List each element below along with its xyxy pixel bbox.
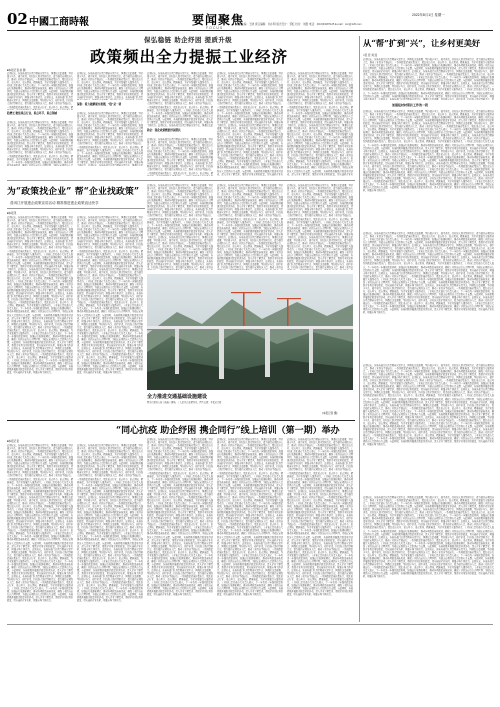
lead-cont-col-5: 近期以来，各地各部门认真贯彻落实党中央、国务院决策部署，坚持稳字当头、稳中求进，持续加大助企纾困力度，着力稳住宏观经济大盘，推动工业经济平稳运行。一系列政策措施密集出台，聚焦重点行业、重点环节、重点领域，精准施策，为企业发展注入强劲动力。工业和信息化部有关负责人表示，下一步将进一步强化政策协同，加强运行监测和调度，推动各项政策落地见效，确保工业经济运行在合理区间，为稳定宏观经济大盘提供有力支撑。与此同时，各地积极开展惠企政策宣讲活动，深入企业了解需求，帮助企业用足用好政策，切实减轻企业负担，增强市场主体活力。近期以来，各地各部门认真贯彻落实党中央、国务院决策部署，坚持稳字当头、稳中求进，持续加大助企纾困力度，着力稳住宏观经济大盘，推动工业经济平稳运行。一系列政策措施密集出台，聚焦重点行业、重点环节、重点领域，精准施策，为企业发展注入强劲动力。工业和信息化部有关负责人表示，下一步将进一步强化政策协同，加强运行监测和调度，推动各项政策落地见效，确保工业经济运行在合理区间，为稳定宏观经济大盘提供有力支撑。与此同时，各地积极开展惠企政策宣讲活动，深入企业了解需求，帮助企业用足用好政策，切实减轻企业负担，增强市场主体活力。近期以来，各地各部门认真贯彻落实党中央、国务院决策部署，坚持稳字当头、稳中求进，持续加大助企纾困力度，着力稳住宏观经济大盘，推动工业经济平稳运行。一系列政策措施密集出台，聚焦重点行业、重点环节、重点领域，精准施策，为企业发展注入强劲动力。工业和信息化部有关负责人表示，下一步将进一步强化政策协同，加强运行监测和调度，推动各项政策落地见效，确保工业经济运行在合理区间，为稳定宏观经济大盘提供有力支撑。与此同时，各地积极开展惠企政策宣讲活动，深入企业了解需求，帮助企业用足用好政策，切实减轻企业负担，增强市场主体活力。近期以来，各地各部门认真贯彻落实党中央、国务院决策部署，坚持稳字当头、稳中求进，持续加大助企纾困力度，着力稳住宏观经济大盘，推动工业经济 xyxy=(287,184,353,270)
lead-byline: ■本报记者 赵 静 xyxy=(7,69,26,72)
masthead-rule xyxy=(7,30,493,31)
bottom-col-4: 近期以来，各地各部门认真贯彻落实党中央、国务院决策部署，坚持稳字当头、稳中求进，持续加大助企纾困力度，着力稳住宏观经济大盘，推动工业经济平稳运行。一系列政策措施密集出台，聚焦重点行业、重点环节、重点领域，精准施策，为企业发展注入强劲动力。工业和信息化部有关负责人表示，下一步将进一步强化政策协同，加强运行监测和调度，推动各项政策落地见效，确保工业经济运行在合理区间，为稳定宏观经济大盘提供有力支撑。与此同时，各地积极开展惠企政策宣讲活动，深入企业了解需求，帮助企业用足用好政策，切实减轻企业负担，增强市场主体活力。近期以来，各地各部门认真贯彻落实党中央、国务院决策部署，坚持稳字当头、稳中求进，持续加大助企纾困力度，着力稳住宏观经济大盘，推动工业经济平稳运行。一系列政策措施密集出台，聚焦重点行业、重点环节、重点领域，精准施策，为企业发展注入强劲动力。工业和信息化部有关负责人表示，下一步将进一步强化政策协同，加强运行监测和调度，推动各项政策落地见效，确保工业经济运行在合理区间，为稳定宏观经济大盘提供有力支撑。与此同时，各地积极开展惠企政策宣讲活动，深入企业了解需求，帮助企业用足用好政策，切实减轻企业负担，增强市场主体活力。近期以来，各地各部门认真贯彻落实党中央、国务院决策部署，坚持稳字当头、稳中求进，持续加大助企纾困力度，着力稳住宏观经济大盘，推动工业经济平稳运行。一系列政策措施密集出台，聚焦重点行业、重点环节、重点领域，精准施策，为企业发展注入强劲动力。工业和信息化部有关负责人表示，下一步将进一步强化政策协同，加强运行监测和调度，推动各项政策落地见效，确保工业经济运行在合理区间，为稳定宏观经济大盘提供有力支撑。与此同时，各地积极开展惠企政策宣讲活动，深入企业了解需求，帮助企业用足用好政策，切实减轻企业负担，增强市场主体活力。近期以来，各地各部门认真贯彻落实党中央、国务院决策部署，坚持稳字当头、稳中求进，持续加大助企纾困力度，着力稳住宏观经济大盘，推动工业经济平稳运行。一系列政策措施密集出台，聚焦重点行业、重点环节、重点领域，精准施策，为企业发展注入强劲动力。工业和信息化部有关负责人表示，下一步将进一步强化政策协同，加强运行监测和调度，推动各项政策落地见效，确保工业经济运行在合理区间，为稳定宏观经济大盘提供有力支撑。与此同时，各地积极开展惠企政策宣讲活动，深入企业了解需求，帮助企业用足用好政策，切实减轻企业负担，增强市场主体活力。近期以来，各地各部门认真贯彻落实党中央、国务院决策部署，坚持稳字当头、稳中求进，持续加大助企纾困力度，着力稳住宏观经济大盘，推动工业经济平稳运行。一系列政策措施密集出台，聚焦重点行业、重点环节、重点领域，精准施策，为企业发展注入强劲动力。工业和信息化部有关负责人表示，下一步将进一步强化政策协同，加强运行监测和调度，推动各项政策落地见效，确保工业经济运行在合理区间，为稳定宏观经济大盘提供有力支撑。与此同时，各地积极开展惠企政策宣讲活动，深入企业了解需求，帮助企业用足用好政策，切实减轻企业负担，增强市场主体活力。近期以来，各地各部门认真贯彻落实党中央、国务院决策部署，坚持稳字当头、稳中求进，持续加大助企纾困力度，着力稳住宏观经济大盘，推动工业经济平稳运行。一系列政策措施密集出台，聚焦重点行业、重点环节、重点领域，精准施策，为企业发展注入强劲动力。工业和信息化部有关负责人表示，下一步将进一步强化政策协同，加强运行监测和调度，推动各项政策落地见效，确保工业经济运行在合理区间，为稳定宏观经济大盘提供有力支撑。与此同时，各地积极开展惠企政策宣讲活动，深入企业了解需求，帮助企业用足用好政策，切实减轻企业负担，增强市场主体活力。 xyxy=(217,438,283,597)
news-photo xyxy=(147,274,353,390)
second-col-2: 近期以来，各地各部门认真贯彻落实党中央、国务院决策部署，坚持稳字当头、稳中求进，持续加大助企纾困力度，着力稳住宏观经济大盘，推动工业经济平稳运行。一系列政策措施密集出台，聚焦重点行业、重点环节、重点领域，精准施策，为企业发展注入强劲动力。工业和信息化部有关负责人表示，下一步将进一步强化政策协同，加强运行监测和调度，推动各项政策落地见效，确保工业经济运行在合理区间，为稳定宏观经济大盘提供有力支撑。与此同时，各地积极开展惠企政策宣讲活动，深入企业了解需求，帮助企业用足用好政策，切实减轻企业负担，增强市场主体活力。近期以来，各地各部门认真贯彻落实党中央、国务院决策部署，坚持稳字当头、稳中求进，持续加大助企纾困力度，着力稳住宏观经济大盘，推动工业经济平稳运行。一系列政策措施密集出台，聚焦重点行业、重点环节、重点领域，精准施策，为企业发展注入强劲动力。工业和信息化部有关负责人表示，下一步将进一步强化政策协同，加强运行监测和调度，推动各项政策落地见效，确保工业经济运行在合理区间，为稳定宏观经济大盘提供有力支撑。与此同时，各地积极开展惠企政策宣讲活动，深入企业了解需求，帮助企业用足用好政策，切实减轻企业负担，增强市场主体活力。近期以来，各地各部门认真贯彻落实党中央、国务院决策部署，坚持稳字当头、稳中求进，持续加大助企纾困力度，着力稳住宏观经济大盘，推动工业经济平稳运行。一系列政策措施密集出台，聚焦重点行业、重点环节、重点领域，精准施策，为企业发展注入强劲动力。工业和信息化部有关负责人表示，下一步将进一步强化政策协同，加强运行监测和调度，推动各项政策落地见效，确保工业经济运行在合理区间，为稳定宏观经济大盘提供有力支撑。与此同时，各地积极开展惠企政策宣讲活动，深入企业了解需求，帮助企业用足用好政策，切实减轻企业负担，增强市场主体活力。近期以来，各地各部门认真贯彻落实党中央、国务院决策部署，坚持稳字当头、稳中求进，持续加大助企纾困力度，着力稳住宏观经济大盘，推动工业经济平稳运行。一系列政策措施密集出台，聚焦重点行业、重点环节、重点领域，精准施策，为企业发展注入强劲动力。工业和信息化部有关负责人表示，下一步将进一步强化政策协同，加强运行监测和调度，推动各项政策落地见效，确保工业经济运行在合理区间，为稳定宏观经济大盘提供有力支撑。与此同时，各地积极开展惠企政策宣讲活动，深入企业了解需求，帮助企业用足用好政策，切实减轻企业负担，增强市场主体活力。近期以来，各地各部门认真贯彻落实党中央、国务院决策部署，坚持稳字当头、稳中求进，持续加大助企纾困力度，着力稳住宏观经济大盘，推动工业经济平稳运行。一系列政策措施密集出台，聚焦重点行业、重点环节、重点领域，精准施策，为企业发展注入强劲动力。工业和信息化部有关负责人表示，下一步将进一步强化政策协同，加强运行监测和调度，推动各项政策落地见效，确保工业经济运行在合理区间，为稳定宏观经济大盘提供有力支撑。与此同时，各地积极开展惠企政策宣讲活动，深入企业了解需求，帮助企业用足用好政策，切实减轻企业负担，增强市场主体活力。近期以来，各地各部门认真贯彻落实党中央、国务院决策部署，坚持稳字当头、稳中求进，持续加大助企纾困力度，着力稳住宏观经济大盘，推动工业经济平稳运行。一系列政策措施密集出台，聚焦重点行业、重点环节、重点领域，精准施策，为企业发展注入强劲动力。工业和信息化部有关负责人表示，下一步将进一步强化政策协同，加强运行监测和调度，推动各项政策落地见效，确保工业经济运行在合理区间，为稳定宏观经济大盘提供有力支撑。与此同时，各地积极开展惠企政策宣讲活动，深入企业了解需求，帮助企业用足用好政策，切实减轻企业负担，增强市场主体活力。 xyxy=(77,216,143,375)
sidebar-byline: □张 佳 刘 瑶 xyxy=(363,54,378,57)
lead-subhead-3: 助企：强化政策精准纾困帮扶 xyxy=(147,129,181,132)
bottom-col-2: 近期以来，各地各部门认真贯彻落实党中央、国务院决策部署，坚持稳字当头、稳中求进，持续加大助企纾困力度，着力稳住宏观经济大盘，推动工业经济平稳运行。一系列政策措施密集出台，聚焦重点行业、重点环节、重点领域，精准施策，为企业发展注入强劲动力。工业和信息化部有关负责人表示，下一步将进一步强化政策协同，加强运行监测和调度，推动各项政策落地见效，确保工业经济运行在合理区间，为稳定宏观经济大盘提供有力支撑。与此同时，各地积极开展惠企政策宣讲活动，深入企业了解需求，帮助企业用足用好政策，切实减轻企业负担，增强市场主体活力。近期以来，各地各部门认真贯彻落实党中央、国务院决策部署，坚持稳字当头、稳中求进，持续加大助企纾困力度，着力稳住宏观经济大盘，推动工业经济平稳运行。一系列政策措施密集出台，聚焦重点行业、重点环节、重点领域，精准施策，为企业发展注入强劲动力。工业和信息化部有关负责人表示，下一步将进一步强化政策协同，加强运行监测和调度，推动各项政策落地见效，确保工业经济运行在合理区间，为稳定宏观经济大盘提供有力支撑。与此同时，各地积极开展惠企政策宣讲活动，深入企业了解需求，帮助企业用足用好政策，切实减轻企业负担，增强市场主体活力。近期以来，各地各部门认真贯彻落实党中央、国务院决策部署，坚持稳字当头、稳中求进，持续加大助企纾困力度，着力稳住宏观经济大盘，推动工业经济平稳运行。一系列政策措施密集出台，聚焦重点行业、重点环节、重点领域，精准施策，为企业发展注入强劲动力。工业和信息化部有关负责人表示，下一步将进一步强化政策协同，加强运行监测和调度，推动各项政策落地见效，确保工业经济运行在合理区间，为稳定宏观经济大盘提供有力支撑。与此同时，各地积极开展惠企政策宣讲活动，深入企业了解需求，帮助企业用足用好政策，切实减轻企业负担，增强市场主体活力。近期以来，各地各部门认真贯彻落实党中央、国务院决策部署，坚持稳字当头、稳中求进，持续加大助企纾困力度，着力稳住宏观经济大盘，推动工业经济平稳运行。一系列政策措施密集出台，聚焦重点行业、重点环节、重点领域，精准施策，为企业发展注入强劲动力。工业和信息化部有关负责人表示，下一步将进一步强化政策协同，加强运行监测和调度，推动各项政策落地见效，确保工业经济运行在合理区间，为稳定宏观经济大盘提供有力支撑。与此同时，各地积极开展惠企政策宣讲活动，深入企业了解需求，帮助企业用足用好政策，切实减轻企业负担，增强市场主体活力。近期以来，各地各部门认真贯彻落实党中央、国务院决策部署，坚持稳字当头、稳中求进，持续加大助企纾困力度，着力稳住宏观经济大盘，推动工业经济平稳运行。一系列政策措施密集出台，聚焦重点行业、重点环节、重点领域，精准施策，为企业发展注入强劲动力。工业和信息化部有关负责人表示，下一步将进一步强化政策协同，加强运行监测和调度，推动各项政策落地见效，确保工业经济运行在合理区间，为稳定宏观经济大盘提供有力支撑。与此同时，各地积极开展惠企政策宣讲活动，深入企业了解需求，帮助企业用足用好政策，切实减轻企业负担，增强市场主体活力。近期以来，各地各部门认真贯彻落实党中央、国务院决策部署，坚持稳字当头、稳中求进，持续加大助企纾困力度，着力稳住宏观经济大盘，推动工业经济平稳运行。一系列政策措施密集出台，聚焦重点行业、重点环节、重点领域，精准施策，为企业发展注入强劲动力。工业和信息化部有关负责人表示，下一步将进一步强化政策协同，加强运行监测和调度，推动各项政策落地见效，确保工业经济运行在合理区间，为稳定宏观经济大盘提供有力支撑。与此同时，各地积极开展惠企政策宣讲活动，深入企业了解需求，帮助企业用足用好政策，切实减轻企业负担，增强市场主体活力。 xyxy=(77,444,143,603)
bottom-col-3: 近期以来，各地各部门认真贯彻落实党中央、国务院决策部署，坚持稳字当头、稳中求进，持续加大助企纾困力度，着力稳住宏观经济大盘，推动工业经济平稳运行。一系列政策措施密集出台，聚焦重点行业、重点环节、重点领域，精准施策，为企业发展注入强劲动力。工业和信息化部有关负责人表示，下一步将进一步强化政策协同，加强运行监测和调度，推动各项政策落地见效，确保工业经济运行在合理区间，为稳定宏观经济大盘提供有力支撑。与此同时，各地积极开展惠企政策宣讲活动，深入企业了解需求，帮助企业用足用好政策，切实减轻企业负担，增强市场主体活力。近期以来，各地各部门认真贯彻落实党中央、国务院决策部署，坚持稳字当头、稳中求进，持续加大助企纾困力度，着力稳住宏观经济大盘，推动工业经济平稳运行。一系列政策措施密集出台，聚焦重点行业、重点环节、重点领域，精准施策，为企业发展注入强劲动力。工业和信息化部有关负责人表示，下一步将进一步强化政策协同，加强运行监测和调度，推动各项政策落地见效，确保工业经济运行在合理区间，为稳定宏观经济大盘提供有力支撑。与此同时，各地积极开展惠企政策宣讲活动，深入企业了解需求，帮助企业用足用好政策，切实减轻企业负担，增强市场主体活力。近期以来，各地各部门认真贯彻落实党中央、国务院决策部署，坚持稳字当头、稳中求进，持续加大助企纾困力度，着力稳住宏观经济大盘，推动工业经济平稳运行。一系列政策措施密集出台，聚焦重点行业、重点环节、重点领域，精准施策，为企业发展注入强劲动力。工业和信息化部有关负责人表示，下一步将进一步强化政策协同，加强运行监测和调度，推动各项政策落地见效，确保工业经济运行在合理区间，为稳定宏观经济大盘提供有力支撑。与此同时，各地积极开展惠企政策宣讲活动，深入企业了解需求，帮助企业用足用好政策，切实减轻企业负担，增强市场主体活力。近期以来，各地各部门认真贯彻落实党中央、国务院决策部署，坚持稳字当头、稳中求进，持续加大助企纾困力度，着力稳住宏观经济大盘，推动工业经济平稳运行。一系列政策措施密集出台，聚焦重点行业、重点环节、重点领域，精准施策，为企业发展注入强劲动力。工业和信息化部有关负责人表示，下一步将进一步强化政策协同，加强运行监测和调度，推动各项政策落地见效，确保工业经济运行在合理区间，为稳定宏观经济大盘提供有力支撑。与此同时，各地积极开展惠企政策宣讲活动，深入企业了解需求，帮助企业用足用好政策，切实减轻企业负担，增强市场主体活力。近期以来，各地各部门认真贯彻落实党中央、国务院决策部署，坚持稳字当头、稳中求进，持续加大助企纾困力度，着力稳住宏观经济大盘，推动工业经济平稳运行。一系列政策措施密集出台，聚焦重点行业、重点环节、重点领域，精准施策，为企业发展注入强劲动力。工业和信息化部有关负责人表示，下一步将进一步强化政策协同，加强运行监测和调度，推动各项政策落地见效，确保工业经济运行在合理区间，为稳定宏观经济大盘提供有力支撑。与此同时，各地积极开展惠企政策宣讲活动，深入企业了解需求，帮助企业用足用好政策，切实减轻企业负担，增强市场主体活力。近期以来，各地各部门认真贯彻落实党中央、国务院决策部署，坚持稳字当头、稳中求进，持续加大助企纾困力度，着力稳住宏观经济大盘，推动工业经济平稳运行。一系列政策措施密集出台，聚焦重点行业、重点环节、重点领域，精准施策，为企业发展注入强劲动力。工业和信息化部有关负责人表示，下一步将进一步强化政策协同，加强运行监测和调度，推动各项政策落地见效，确保工业经济运行在合理区间，为稳定宏观经济大盘提供有力支撑。与此同时，各地积极开展惠企政策宣讲活动，深入企业了解需求，帮助企业用足用好政策，切实减轻企业负担，增强市场主体活力。 xyxy=(147,438,213,597)
bottom-headline: “同心抗疫 助企纾困 携企同行”线上培训（第一期）举办 xyxy=(116,426,340,436)
lead-headline: 政策频出全力提振工业经济 xyxy=(90,47,289,66)
lead-column-1: 近期以来，各地各部门认真贯彻落实党中央、国务院决策部署，坚持稳字当头、稳中求进，持续加大助企纾困力度，着力稳住宏观经济大盘，推动工业经济平稳运行。一系列政策措施密集出台，聚焦重点行业、重点环节、重点领域，精准施策，为企业发展注入强劲动力。工业和信息化部有关负责人表示，下一步将进一步强化政策协同，加强运行监测和调度，推动各项政策落地见效，确保工业经济运行在合理区间，为稳定宏观经济大盘提供有力支撑。与此同时，各地积极开展惠企政策宣讲活动，深入企业了解需求，帮助企业用足用好政策，切实减轻企业负担，增强市场主体活力。近期以来，各地各部门认真贯彻落实党中央、国务院决策部署，坚持稳字当头、稳中求进，持续加大助企纾困力度，着力稳住宏观经济大盘，推动工业经济平稳运行。一系列政策措施密集出台，聚焦重点行业、重点环节、重点领域，精 xyxy=(7,72,73,109)
second-headline: 为“政策找企业” 帮“企业找政策” xyxy=(7,187,140,197)
date-line: 2022年8月1日 星期一 xyxy=(412,13,445,17)
sidebar-divider xyxy=(359,36,360,622)
sidebar-col-2: 近期以来，各地各部门认真贯彻落实党中央、国务院决策部署，坚持稳字当头、稳中求进，持续加大助企纾困力度，着力稳住宏观经济大盘，推动工业经济平稳运行。一系列政策措施密集出台，聚焦重点行业、重点环节、重点领域，精准施策，为企业发展注入强劲动力。工业和信息化部有关负责人表示，下一步将进一步强化政策协同，加强运行监测和调度，推动各项政策落地见效，确保工业经济运行在合理区间，为稳定宏观经济大盘提供有力支撑。与此同时，各地积极开展惠企政策宣讲活动，深入企业了解需求，帮助企业用足用好政策，切实减轻企业负担，增强市场主体活力。近期以来，各地各部门认真贯彻落实党中央、国务院决策部署，坚持稳字当头、稳中求进，持续加大助企纾困力度，着力稳住宏观经济大盘，推动工业经济平稳运行。一系列政策措施密集出台，聚焦重点行业、重点环节、重点领域，精准施策，为企业发展注入强劲动力。工业和信息化部有关负责人表示，下一步将进一步强化政策协同，加强运行监测和调度，推动各项政策落地见效，确保工业经济运行在合理区间，为稳定宏观经济大盘提供有力支撑。与此同时，各地积极开展惠企政策宣讲活动，深入企业了解需求，帮助企业用足用好政策，切实减轻企业负担，增强市场主体活力。近期以来，各地各部门认真贯彻落实党中央、国务院决策部署，坚持稳字当头、稳中求进，持续加大助企纾困力度，着力稳住宏观经济大盘，推动工业经济平稳运行。一系列政策措施密集出台，聚焦重点行业、重点环节、重点领域，精准施策，为企业发展注入强劲动力。工业和信息化部有关负责人表示，下一步将进一步强化政策协同，加强运行监测和调度，推动各项政策落地见效，确保工业经济运行在合理区间，为稳定宏观经济大盘提供有力支撑。与此同时，各地积极开展惠企政策宣讲活动，深入企业了解需求，帮助企业用足用好政策，切实减轻企业负担，增强市场主体活力。近期以来，各地各部门认真贯彻落实党中央、国务院决策部署，坚持稳字当头、稳中求进，持续加大助企纾困力度，着力稳住宏观经济大盘，推动工业经济平稳运行。一系列政策措施密集出台，聚焦重点行业、重点环节、重点领域，精准施策，为企业发展注入强劲动力。工业和信息化部有关负责人表示，下一步将进一步强化政策协同，加强运行监测和调度，推动各项政策落地见效，确保工业经济运行在合理区间，为稳定宏观经济大盘提供有力支撑。与此同时，各地积极开展惠企政策宣讲活动，深入企业了解需求，帮助企业用足用好政策，切实减轻企业负担，增强市场主体活力。近期以来，各地各部门认真贯彻落实党中央、国务院决策部署，坚持稳字当头、稳中求进，持续加大助企纾困力度，着力稳住宏观经济大盘，推动工业经济平稳运行。一系列政策措施密集出台，聚焦重点行业、重点环节、重点领域，精准施策，为企业发展注入强劲动力。工业和信息化部有关负责人表示，下一步将进一步强化政策协同，加强运行监测和调度，推动各项政策落地见效，确保工业经济运行在合理区间，为稳定宏观经济大盘提供有力支撑。与此同时，各地积极开展惠企政策宣讲活动，深入企业了解需求，帮助企业用足用好政策，切实减轻企业负担，增强市场主体活力。近期以来，各地各部门认真贯彻落实党中央、国务院决策部署，坚持稳字当头、稳中求进，持续加大助企纾困力度，着力稳住宏观经济大盘，推动工业经济平稳运行。一系列政策措施密集出台，聚焦重点行业、重点环节、重点领域，精准施策，为企业发展注入强劲动力。工业和信息化部有关负责人表示，下一步将进一步强化政策协同，加强运行监测和调度，推动各项政策落地见效，确保工业经济运行在合理区间，为稳定宏观经济大盘提供有力支撑。与此同时，各地积极开展惠企政策宣讲活动，深入企业了解需求，帮助企业用足用好政策，切实减轻企业负担，增强市场主体活力。 xyxy=(363,232,494,315)
second-deck-rule xyxy=(7,208,145,209)
footer-rule xyxy=(7,624,493,625)
sidebar-col-4: 近期以来，各地各部门认真贯彻落实党中央、国务院决策部署，坚持稳字当头、稳中求进，持续加大助企纾困力度，着力稳住宏观经济大盘，推动工业经济平稳运行。一系列政策措施密集出台，聚焦重点行业、重点环节、重点领域，精准施策，为企业发展注入强劲动力。工业和信息化部有关负责人表示，下一步将进一步强化政策协同，加强运行监测和调度，推动各项政策落地见效，确保工业经济运行在合理区间，为稳定宏观经济大盘提供有力支撑。与此同时，各地积极开展惠企政策宣讲活动，深入企业了解需求，帮助企业用足用好政策，切实减轻企业负担，增强市场主体活力。近期以来，各地各部门认真贯彻落实党中央、国务院决策部署，坚持稳字当头、稳中求进，持续加大助企纾困力度，着力稳住宏观经济大盘，推动工业经济平稳运行。一系列政策措施密集出台，聚焦重点行业、重点环节、重点领域，精准施策，为企业发展注入强劲动力。工业和信息化部有关负责人表示，下一步将进一步强化政策协同，加强运行监测和调度，推动各项政策落地见效，确保工业经济运行在合理区间，为稳定宏观经济大盘提供有力支撑。与此同时，各地积极开展惠企政策宣讲活动，深入企业了解需求，帮助企业用足用好政策，切实减轻企业负担，增强市场主体活力。近期以来，各地各部门认真贯彻落实党中央、国务院决策部署，坚持稳字当头、稳中求进，持续加大助企纾困力度，着力稳住宏观经济大盘，推动工业经济平稳运行。一系列政策措施密集出台，聚焦重点行业、重点环节、重点领域，精准施策，为企业发展注入强劲动力。工业和信息化部有关负责人表示，下一步将进一步强化政策协同，加强运行监测和调度，推动各项政策落地见效，确保工业经济运行在合理区间，为稳定宏观经济大盘提供有力支撑。与此同时，各地积极开展惠企政策宣讲活动，深入企业了解需求，帮助企业用足用好政策，切实减轻企业负担，增强市场主体活力。近期以来，各地各部门认真贯彻落实党中央、国务院决策部署，坚持稳字当头、稳中求进，持续加大助企纾困力度，着力稳住宏观经济大盘，推动工业经济平稳运行。一系列政策措施密集出台，聚焦重点行业、重点环节、重点领域，精准施策，为企业发展注入强劲动力。工业和信息化部有关负责人表示，下一步将进一步强化政策协同，加强运行监测和调度，推动各项政策落地见效，确保工业经济运行在合理区间，为稳定宏观经济大盘提供有力支撑。与此同时，各地积极开展惠企政策宣讲活动，深入企业了解需求，帮助企业用足用好政策，切实减轻企业负担，增强市场主体活力。近期以来，各地各部门认真贯彻落实党中央、国务院决策部署，坚持稳字当头、稳中求进，持续加大助企纾困力度，着力稳住宏观经济大盘，推动工业经济平稳运行。一系列政策措施密集出台，聚焦重点行业、重点环节、重点领域，精准施策，为企业发展注入强劲动力。工业和信息化部有关负责人表示，下一步将进一步强化政策协同，加强运行监测和调度，推动各项政策落地见效，确保工业经济运行在合理区间，为稳定宏观经济大盘提供有力支撑。与此同时，各地积极开展惠企政策宣讲活动，深入企业了解需求，帮助企业用足用好政策，切实减轻企业负担，增强市场主体活力。近期以来，各地各部门认真贯彻落实党中央、国务院决策部署，坚持稳字当头、稳中求进，持续加大助企纾困力度，着力稳住宏观经济大盘，推动工业经济平稳运行。一系列政策措施密集出台，聚焦重点行业、重点环节、重点领域，精准施策，为企业发展注入强劲动力。工业和信息化部有关负责人表示，下一步将进一步强化政策协同，加强运行监测和调度，推动各项政策落地见效，确保工业经济运行在合理区间，为稳定宏观经济大盘提供有力支撑。与此同时，各地积极开展惠企政策宣讲活动，深入企业了解需求，帮助企业用足用好政策，切实减轻企业负担，增强市场主体活力。 xyxy=(363,496,494,579)
lead-subhead-1: 稳增长 聚焦重点行业、重点环节、重点领域 xyxy=(7,112,58,115)
sidebar-col-1: 近期以来，各地各部门认真贯彻落实党中央、国务院决策部署，坚持稳字当头、稳中求进，持续加大助企纾困力度，着力稳住宏观经济大盘，推动工业经济平稳运行。一系列政策措施密集出台，聚焦重点行业、重点环节、重点领域，精准施策，为企业发展注入强劲动力。工业和信息化部有关负责人表示，下一步将进一步强化政策协同，加强运行监测和调度，推动各项政策落地见效，确保工业经济运行在合理区间，为稳定宏观经济大盘提供有力支撑。与此同时，各地积极开展惠企政策宣讲活动，深入企业了解需求，帮助企业用足用好政策，切实减轻企业负担，增强市场主体活力。近期以来，各地各部门认真贯彻落实党中央、国务院决策部署，坚持稳字当头、稳中求进，持续加大助企纾困力度，着力稳住宏观经济大盘，推动工业经济平稳运行。一系列政策措施密集出台，聚焦重点行业、重点环节、重点领域，精准施策，为企业发展注入强劲动力。工业和信息化部有关负责人表示，下一步将进一步强化政策协同，加强运行监测和调度，推动各项政策落地见效，确保工业经济运行在合理区间，为稳定宏观经济大盘提供有力支撑。与此同时，各地积极开展惠企政策宣讲活动，深入企业了解需求，帮助企业用足用好政策，切实减轻企业负担，增强市场主体活力。近期以来，各地各部门认真贯彻落实党中央、国务院决策部署，坚持稳字当头、稳中求进，持续加大助企纾困力度，着力稳住宏观经济大盘，推动工业经济平稳运行。一系列政策措施密集出台，聚焦重点行业、重点环节、重点领域，精准施策，为企业发展注入强劲动力。工业和信息化部有关负责人表示，下一步将进一步强化政策协同，加强运行监测和调度，推动各项政策落地见效，确保工业经济运行在合理区间，为稳定宏观经济大盘提供有力支撑。与此同时，各地积极开展惠企政策宣讲活动，深入企业了解需求，帮助企业用足用好政策，切实减轻企业负担，增强市场主体活力。近期以来，各地各部门认真贯彻落实党中央、国务院决策部署，坚持稳字当头、稳中求进，持续加大助企纾困力度，着力稳住宏观经济大盘，推动工业经济平稳运行。一系列政策措施密集出台，聚焦重点行业、重点环节、重点领域，精准施策，为企业发展注入强劲动力。工业和信息化部有关负责人表示，下一步将进一步强化政策协同，加强运行监测和调度，推动各项政策落地见效，确保工业经济运行在合理区间，为稳定宏观经济大盘提供有力支撑。与此同时，各地积极开展惠企政策宣讲活动，深入企业了解需求，帮助企业用足用好政策，切实减轻企业负担，增强市场主体活力。近期以来，各地各部门认真贯彻落实党中央、国务院决策部署，坚持稳字当头、稳中求进，持续加大助企纾困力度，着力稳住宏观经济大盘，推动工业经济平稳运行。一系列政策措施密集出台，聚焦重点行业、重点环节、重点领域，精准施策，为企业发展注入强劲动力。工业和信息化部有关负责人表示，下一步将进一步强化政策协同，加强运行监测和调度，推动各项政策落地见效，确保工业经济运行在合理区间，为稳定宏观经济大盘提供有力支撑。与此同时，各地积极开展惠企政策宣讲活动，深入企业了解需求，帮助企业用足用好政策，切实减轻企业负担，增强市场主体活力。近期以来，各地各部门认真贯彻落实党中央、国务院决策部署，坚持稳字当头、稳中求进，持续加大助企纾困力度，着力稳住宏观经济大盘，推动工业经济平稳运行。一系列政策措施密集出台，聚焦重点行业、重点环节、重点领域，精准施策，为企业发展注入强劲动力。工业和信息化部有关负责人表示，下一步将进一步强化政策协同，加强运行监测和调度，推动各项政策落地见效，确保工业经济运行在合理区间，为稳定宏观经济大盘提供有力支撑。与此同时，各地积极开展惠企政策宣讲活动，深入企业了解需求，帮助企业用足用好政策，切实减轻企业负担，增强市场主体活力。 xyxy=(363,110,494,193)
sidebar-headline: 从“帮”扩到“兴”，让乡村更美好 xyxy=(363,38,481,48)
lead-cont-col-3: 近期以来，各地各部门认真贯彻落实党中央、国务院决策部署，坚持稳字当头、稳中求进，持续加大助企纾困力度，着力稳住宏观经济大盘，推动工业经济平稳运行。一系列政策措施密集出台，聚焦重点行业、重点环节、重点领域，精准施策，为企业发展注入强劲动力。工业和信息化部有关负责人表示，下一步将进一步强化政策协同，加强运行监测和调度，推动各项政策落地见效，确保工业经济运行在合理区间，为稳定宏观经济大盘提供有力支撑。与此同时，各地积极开展惠企政策宣讲活动，深入企业了解需求，帮助企业用足用好政策，切实减轻企业负担，增强市场主体活力。近期以来，各地各部门认真贯彻落实党中央、国务院决策部署，坚持稳字当头、稳中求进，持续加大助企纾困力度，着力稳住宏观经济大盘，推动工业经济平稳运行。一系列政策措施密集出台，聚焦重点行业、重点环节、重点领域，精准施策，为企业发展注入强劲动力。工业和信息化部有关负责人表示，下一步将进一步强化政策协同，加强运行监测和调度，推动各项政策落地见效，确保工业经济运行在合理区间，为稳定宏观经济大盘提供有力支撑。与此同时，各地积极开展惠企政策宣讲活动，深入企业了解需求，帮助企业用足用好政策，切实减轻企业负担，增强市场主体活力。近期以来，各地各部门认真贯彻落实党中央、国务院决策部署，坚持稳字当头、稳中求进，持续加大助企纾困力度，着力稳住宏观经济大盘，推动工业经济平稳运行。一系列政策措施密集出台，聚焦重点行业、重点环节、重点领域，精准施策，为企业发展注入强劲动力。工业和信息化部有关负责人表示，下一步将进一步强化政策协同，加强运行监测和调度，推动各项政策落地见效，确保工业经济运行在合理区间，为稳定宏观经济大盘提供有力支撑。与此同时，各地积极开展惠企政策宣讲活动，深入企业了解需求，帮助企业用足用好政策，切实减轻企业负担，增强市场主体活力。近期以来，各地各部门认真贯彻落实党中央、国务院决策部署，坚持稳字当头、稳中求进，持续加大助企纾困力度，着力稳住宏观经济大盘，推动工业经济 xyxy=(147,184,213,270)
lead-column-4: 近期以来，各地各部门认真贯彻落实党中央、国务院决策部署，坚持稳字当头、稳中求进，持续加大助企纾困力度，着力稳住宏观经济大盘，推动工业经济平稳运行。一系列政策措施密集出台，聚焦重点行业、重点环节、重点领域，精准施策，为企业发展注入强劲动力。工业和信息化部有关负责人表示，下一步将进一步强化政策协同，加强运行监测和调度，推动各项政策落地见效，确保工业经济运行在合理区间，为稳定宏观经济大盘提供有力支撑。与此同时，各地积极开展惠企政策宣讲活动，深入企业了解需求，帮助企业用足用好政策，切实减轻企业负担，增强市场主体活力。近期以来，各地各部门认真贯彻落实党中央、国务院决策部署，坚持稳字当头、稳中求进，持续加大助企纾困力度，着力稳住宏观经济大盘，推动工业经济平稳运行。一系列政策措施密集出台，聚焦重点行业、重点环节、重点领域，精准施策，为企业发展注入强劲动力。工业和信息化部有关负责人表示，下一步将进一步强化政策协同，加强运行监测和调度，推动各项政策落地见效，确保工业经济运行在合理区间，为稳定宏观经济大盘提供有力支撑。与此同时，各地积极开展惠企政策宣讲活动，深入企业了解需求，帮助企业用足用好政策，切实减轻企业负担，增强市场主体活力。近期以来，各地各部门认真贯彻落实党中央、国务院决策部署，坚持稳字当头、稳中求进，持续加大助企纾困力度，着力稳住宏观经济大盘，推动工业经济平稳运行。一系列政策措施密集出台，聚焦重点行业、重点环节、重点领域，精准施策，为企业发展注入强劲动力。工业和信息化部有关负责人表示，下一步将进一步强化政策协同，加强运行监测和调度，推动各项政策落地见效，确保工业经济运行在合理区间，为稳定宏观经济大盘提供有力支撑。与此同时，各地积极开展惠企政策宣讲活动，深入企业了解需求，帮助企业用足用好政策，切实减轻企业负担，增强市场主体活力。近期以来，各地各部门认真贯彻落实党中央、国务院决策部署，坚持稳字当头、稳中求进，持续加大助企纾困力度，着力稳住宏观经济大盘，推动工业经济平稳运行。一系列政策措施密集出台，聚焦重点行业、重点环节、重点领域，精准施策，为企业发展注入强劲动力。工业和信息化部有关负责人表示，下一步将进一步强化政策协同，加强运行监测和调度，推动各项政策落地见效，确保工业经济运行在合理区间，为稳定宏观经济大盘提供有力支撑。与此同时，各地积极开展惠企政策宣讲活动，深入企业了解需求，帮助企业用足用好政策，切实减轻企业负 xyxy=(217,72,283,176)
lead-cont-col-4: 近期以来，各地各部门认真贯彻落实党中央、国务院决策部署，坚持稳字当头、稳中求进，持续加大助企纾困力度，着力稳住宏观经济大盘，推动工业经济平稳运行。一系列政策措施密集出台，聚焦重点行业、重点环节、重点领域，精准施策，为企业发展注入强劲动力。工业和信息化部有关负责人表示，下一步将进一步强化政策协同，加强运行监测和调度，推动各项政策落地见效，确保工业经济运行在合理区间，为稳定宏观经济大盘提供有力支撑。与此同时，各地积极开展惠企政策宣讲活动，深入企业了解需求，帮助企业用足用好政策，切实减轻企业负担，增强市场主体活力。近期以来，各地各部门认真贯彻落实党中央、国务院决策部署，坚持稳字当头、稳中求进，持续加大助企纾困力度，着力稳住宏观经济大盘，推动工业经济平稳运行。一系列政策措施密集出台，聚焦重点行业、重点环节、重点领域，精准施策，为企业发展注入强劲动力。工业和信息化部有关负责人表示，下一步将进一步强化政策协同，加强运行监测和调度，推动各项政策落地见效，确保工业经济运行在合理区间，为稳定宏观经济大盘提供有力支撑。与此同时，各地积极开展惠企政策宣讲活动，深入企业了解需求，帮助企业用足用好政策，切实减轻企业负担，增强市场主体活力。近期以来，各地各部门认真贯彻落实党中央、国务院决策部署，坚持稳字当头、稳中求进，持续加大助企纾困力度，着力稳住宏观经济大盘，推动工业经济平稳运行。一系列政策措施密集出台，聚焦重点行业、重点环节、重点领域，精准施策，为企业发展注入强劲动力。工业和信息化部有关负责人表示，下一步将进一步强化政策协同，加强运行监测和调度，推动各项政策落地见效，确保工业经济运行在合理区间，为稳定宏观经济大盘提供有力支撑。与此同时，各地积极开展惠企政策宣讲活动，深入企业了解需求，帮助企业用足用好政策，切实减轻企业负担，增强市场主体活力。近期以来，各地各部门认真贯彻落实党中央、国务院决策部署，坚持稳字当头、稳中求进，持续加大助企纾困力度，着力稳住宏观经济大盘，推动工业经济 xyxy=(217,184,283,270)
photo-caption-title: 全力推进交通基础设施建设 xyxy=(147,394,208,400)
lead-bottom-rule xyxy=(7,180,355,181)
photo-credit: (本报记者 摄) xyxy=(322,412,338,415)
newspaper-name: 中國工商時報 xyxy=(29,17,89,28)
page-number: 02 xyxy=(7,10,28,28)
photo-caption-text: 图为在建的大桥工地施工现场，工人们正在加紧作业。图片来源：本报记者摄 xyxy=(147,401,222,404)
bottom-story-rule xyxy=(7,420,355,421)
bottom-col-5: 近期以来，各地各部门认真贯彻落实党中央、国务院决策部署，坚持稳字当头、稳中求进，持续加大助企纾困力度，着力稳住宏观经济大盘，推动工业经济平稳运行。一系列政策措施密集出台，聚焦重点行业、重点环节、重点领域，精准施策，为企业发展注入强劲动力。工业和信息化部有关负责人表示，下一步将进一步强化政策协同，加强运行监测和调度，推动各项政策落地见效，确保工业经济运行在合理区间，为稳定宏观经济大盘提供有力支撑。与此同时，各地积极开展惠企政策宣讲活动，深入企业了解需求，帮助企业用足用好政策，切实减轻企业负担，增强市场主体活力。近期以来，各地各部门认真贯彻落实党中央、国务院决策部署，坚持稳字当头、稳中求进，持续加大助企纾困力度，着力稳住宏观经济大盘，推动工业经济平稳运行。一系列政策措施密集出台，聚焦重点行业、重点环节、重点领域，精准施策，为企业发展注入强劲动力。工业和信息化部有关负责人表示，下一步将进一步强化政策协同，加强运行监测和调度，推动各项政策落地见效，确保工业经济运行在合理区间，为稳定宏观经济大盘提供有力支撑。与此同时，各地积极开展惠企政策宣讲活动，深入企业了解需求，帮助企业用足用好政策，切实减轻企业负担，增强市场主体活力。近期以来，各地各部门认真贯彻落实党中央、国务院决策部署，坚持稳字当头、稳中求进，持续加大助企纾困力度，着力稳住宏观经济大盘，推动工业经济平稳运行。一系列政策措施密集出台，聚焦重点行业、重点环节、重点领域，精准施策，为企业发展注入强劲动力。工业和信息化部有关负责人表示，下一步将进一步强化政策协同，加强运行监测和调度，推动各项政策落地见效，确保工业经济运行在合理区间，为稳定宏观经济大盘提供有力支撑。与此同时，各地积极开展惠企政策宣讲活动，深入企业了解需求，帮助企业用足用好政策，切实减轻企业负担，增强市场主体活力。近期以来，各地各部门认真贯彻落实党中央、国务院决策部署，坚持稳字当头、稳中求进，持续加大助企纾困力度，着力稳住宏观经济大盘，推动工业经济平稳运行。一系列政策措施密集出台，聚焦重点行业、重点环节、重点领域，精准施策，为企业发展注入强劲动力。工业和信息化部有关负责人表示，下一步将进一步强化政策协同，加强运行监测和调度，推动各项政策落地见效，确保工业经济运行在合理区间，为稳定宏观经济大盘提供有力支撑。与此同时，各地积极开展惠企政策宣讲活动，深入企业了解需求，帮助企业用足用好政策，切实减轻企业负担，增强市场主体活力。近期以来，各地各部门认真贯彻落实党中央、国务院决策部署，坚持稳字当头、稳中求进，持续加大助企纾困力度，着力稳住宏观经济大盘，推动工业经济平稳运行。一系列政策措施密集出台，聚焦重点行业、重点环节、重点领域，精准施策，为企业发展注入强劲动力。工业和信息化部有关负责人表示，下一步将进一步强化政策协同，加强运行监测和调度，推动各项政策落地见效，确保工业经济运行在合理区间，为稳定宏观经济大盘提供有力支撑。与此同时，各地积极开展惠企政策宣讲活动，深入企业了解需求，帮助企业用足用好政策，切实减轻企业负担，增强市场主体活力。近期以来，各地各部门认真贯彻落实党中央、国务院决策部署，坚持稳字当头、稳中求进，持续加大助企纾困力度，着力稳住宏观经济大盘，推动工业经济平稳运行。一系列政策措施密集出台，聚焦重点行业、重点环节、重点领域，精准施策，为企业发展注入强劲动力。工业和信息化部有关负责人表示，下一步将进一步强化政策协同，加强运行监测和调度，推动各项政策落地见效，确保工业经济运行在合理区间，为稳定宏观经济大盘提供有力支撑。与此同时，各地积极开展惠企政策宣讲活动，深入企业了解需求，帮助企业用足用好政策，切实减轻企业负担，增强市场主体活力。 xyxy=(287,438,353,597)
lead-column-1b: 近期以来，各地各部门认真贯彻落实党中央、国务院决策部署，坚持稳字当头、稳中求进，持续加大助企纾困力度，着力稳住宏观经济大盘，推动工业经济平稳运行。一系列政策措施密集出台，聚焦重点行业、重点环节、重点领域，精准施策，为企业发展注入强劲动力。工业和信息化部有关负责人表示，下一步将进一步强化政策协同，加强运行监测和调度，推动各项政策落地见效，确保工业经济运行在合理区间，为稳定宏观经济大盘提供有力支撑。与此同时，各地积极开展惠企政策宣讲活动，深入企业了解需求，帮助企业用足用好政策，切实减轻企业负担，增强市场主体活力。近期以来，各地各部门认真贯彻落实党中央、国务院决策部署，坚持稳字当头、稳中求进，持续加大助企纾困力度，着力稳住宏观经济大盘，推动工业经济平稳运行。一系列政策措施密集出台，聚焦重点行业、重点环节、重点领域，精准施策，为企业发展注入强劲动力。工业和信息化部有关负责人表示，下一步将进一步强化政策协同，加强运行监测和调度，推动各项政策落地见效，确保工业经济运行在合理区间，为稳定宏观经济大盘 xyxy=(7,121,73,166)
second-byline: ■本报讯 xyxy=(7,212,17,215)
bridge-photo-illustration xyxy=(147,274,353,390)
bottom-col-1: 近期以来，各地各部门认真贯彻落实党中央、国务院决策部署，坚持稳字当头、稳中求进，持续加大助企纾困力度，着力稳住宏观经济大盘，推动工业经济平稳运行。一系列政策措施密集出台，聚焦重点行业、重点环节、重点领域，精准施策，为企业发展注入强劲动力。工业和信息化部有关负责人表示，下一步将进一步强化政策协同，加强运行监测和调度，推动各项政策落地见效，确保工业经济运行在合理区间，为稳定宏观经济大盘提供有力支撑。与此同时，各地积极开展惠企政策宣讲活动，深入企业了解需求，帮助企业用足用好政策，切实减轻企业负担，增强市场主体活力。近期以来，各地各部门认真贯彻落实党中央、国务院决策部署，坚持稳字当头、稳中求进，持续加大助企纾困力度，着力稳住宏观经济大盘，推动工业经济平稳运行。一系列政策措施密集出台，聚焦重点行业、重点环节、重点领域，精准施策，为企业发展注入强劲动力。工业和信息化部有关负责人表示，下一步将进一步强化政策协同，加强运行监测和调度，推动各项政策落地见效，确保工业经济运行在合理区间，为稳定宏观经济大盘提供有力支撑。与此同时，各地积极开展惠企政策宣讲活动，深入企业了解需求，帮助企业用足用好政策，切实减轻企业负担，增强市场主体活力。近期以来，各地各部门认真贯彻落实党中央、国务院决策部署，坚持稳字当头、稳中求进，持续加大助企纾困力度，着力稳住宏观经济大盘，推动工业经济平稳运行。一系列政策措施密集出台，聚焦重点行业、重点环节、重点领域，精准施策，为企业发展注入强劲动力。工业和信息化部有关负责人表示，下一步将进一步强化政策协同，加强运行监测和调度，推动各项政策落地见效，确保工业经济运行在合理区间，为稳定宏观经济大盘提供有力支撑。与此同时，各地积极开展惠企政策宣讲活动，深入企业了解需求，帮助企业用足用好政策，切实减轻企业负担，增强市场主体活力。近期以来，各地各部门认真贯彻落实党中央、国务院决策部署，坚持稳字当头、稳中求进，持续加大助企纾困力度，着力稳住宏观经济大盘，推动工业经济平稳运行。一系列政策措施密集出台，聚焦重点行业、重点环节、重点领域，精准施策，为企业发展注入强劲动力。工业和信息化部有关负责人表示，下一步将进一步强化政策协同，加强运行监测和调度，推动各项政策落地见效，确保工业经济运行在合理区间，为稳定宏观经济大盘提供有力支撑。与此同时，各地积极开展惠企政策宣讲活动，深入企业了解需求，帮助企业用足用好政策，切实减轻企业负担，增强市场主体活力。近期以来，各地各部门认真贯彻落实党中央、国务院决策部署，坚持稳字当头、稳中求进，持续加大助企纾困力度，着力稳住宏观经济大盘，推动工业经济平稳运行。一系列政策措施密集出台，聚焦重点行业、重点环节、重点领域，精准施策，为企业发展注入强劲动力。工业和信息化部有关负责人表示，下一步将进一步强化政策协同，加强运行监测和调度，推动各项政策落地见效，确保工业经济运行在合理区间，为稳定宏观经济大盘提供有力支撑。与此同时，各地积极开展惠企政策宣讲活动，深入企业了解需求，帮助企业用足用好政策，切实减轻企业负担，增强市场主体活力。近期以来，各地各部门认真贯彻落实党中央、国务院决策部署，坚持稳字当头、稳中求进，持续加大助企纾困力度，着力稳住宏观经济大盘，推动工业经济平稳运行。一系列政策措施密集出台，聚焦重点行业、重点环节、重点领域，精准施策，为企业发展注入强劲动力。工业和信息化部有关负责人表示，下一步将进一步强化政策协同，加强运行监测和调度，推动各项政策落地见效，确保工业经济运行在合理区间，为稳定宏观经济大盘提供有力支撑。与此同时，各地积极开展惠企政策宣讲活动，深入企业了解需求，帮助企业用足用好政策，切实减轻企业负担，增强市场主体活力。 xyxy=(7,444,73,603)
sidebar-subhead: 加强驻村村帮扶工作的一段 xyxy=(392,103,429,107)
sidebar-col-3: 近期以来，各地各部门认真贯彻落实党中央、国务院决策部署，坚持稳字当头、稳中求进，持续加大助企纾困力度，着力稳住宏观经济大盘，推动工业经济平稳运行。一系列政策措施密集出台，聚焦重点行业、重点环节、重点领域，精准施策，为企业发展注入强劲动力。工业和信息化部有关负责人表示，下一步将进一步强化政策协同，加强运行监测和调度，推动各项政策落地见效，确保工业经济运行在合理区间，为稳定宏观经济大盘提供有力支撑。与此同时，各地积极开展惠企政策宣讲活动，深入企业了解需求，帮助企业用足用好政策，切实减轻企业负担，增强市场主体活力。近期以来，各地各部门认真贯彻落实党中央、国务院决策部署，坚持稳字当头、稳中求进，持续加大助企纾困力度，着力稳住宏观经济大盘，推动工业经济平稳运行。一系列政策措施密集出台，聚焦重点行业、重点环节、重点领域，精准施策，为企业发展注入强劲动力。工业和信息化部有关负责人表示，下一步将进一步强化政策协同，加强运行监测和调度，推动各项政策落地见效，确保工业经济运行在合理区间，为稳定宏观经济大盘提供有力支撑。与此同时，各地积极开展惠企政策宣讲活动，深入企业了解需求，帮助企业用足用好政策，切实减轻企业负担，增强市场主体活力。近期以来，各地各部门认真贯彻落实党中央、国务院决策部署，坚持稳字当头、稳中求进，持续加大助企纾困力度，着力稳住宏观经济大盘，推动工业经济平稳运行。一系列政策措施密集出台，聚焦重点行业、重点环节、重点领域，精准施策，为企业发展注入强劲动力。工业和信息化部有关负责人表示，下一步将进一步强化政策协同，加强运行监测和调度，推动各项政策落地见效，确保工业经济运行在合理区间，为稳定宏观经济大盘提供有力支撑。与此同时，各地积极开展惠企政策宣讲活动，深入企业了解需求，帮助企业用足用好政策，切实减轻企业负担，增强市场主体活力。近期以来，各地各部门认真贯彻落实党中央、国务院决策部署，坚持稳字当头、稳中求进，持续加大助企纾困力度，着力稳住宏观经济大盘，推动工业经济平稳运行。一系列政策措施密集出台，聚焦重点行业、重点环节、重点领域，精准施策，为企业发展注入强劲动力。工业和信息化部有关负责人表示，下一步将进一步强化政策协同，加强运行监测和调度，推动各项政策落地见效，确保工业经济运行在合理区间，为稳定宏观经济大盘提供有力支撑。与此同时，各地积极开展惠企政策宣讲活动，深入企业了解需求，帮助企业用足用好政策，切实减轻企业负担，增强市场主体活力。近期以来，各地各部门认真贯彻落实党中央、国务院决策部署，坚持稳字当头、稳中求进，持续加大助企纾困力度，着力稳住宏观经济大盘，推动工业经济平稳运行。一系列政策措施密集出台，聚焦重点行业、重点环节、重点领域，精准施策，为企业发展注入强劲动力。工业和信息化部有关负责人表示，下一步将进一步强化政策协同，加强运行监测和调度，推动各项政策落地见效，确保工业经济运行在合理区间，为稳定宏观经济大盘提供有力支撑。与此同时，各地积极开展惠企政策宣讲活动，深入企业了解需求，帮助企业用足用好政策，切实减轻企业负担，增强市场主体活力。近期以来，各地各部门认真贯彻落实党中央、国务院决策部署，坚持稳字当头、稳中求进，持续加大助企纾困力度，着力稳住宏观经济大盘，推动工业经济平稳运行。一系列政策措施密集出台，聚焦重点行业、重点环节、重点领域，精准施策，为企业发展注入强劲动力。工业和信息化部有关负责人表示，下一步将进一步强化政策协同，加强运行监测和调度，推动各项政策落地见效，确保工业经济运行在合理区间，为稳定宏观经济大盘提供有力支撑。与此同时，各地积极开展惠企政策宣讲活动，深入企业了解需求，帮助企业用足用好政策，切实减轻企业负担，增强市场主体活力。 xyxy=(363,364,494,447)
second-deck: 普洱江开展惠企政策宣讲活动 精准推进惠企政策直达快享 xyxy=(10,201,99,205)
section-subtitle: FOCUS xyxy=(206,26,224,30)
second-col-1: 近期以来，各地各部门认真贯彻落实党中央、国务院决策部署，坚持稳字当头、稳中求进，持续加大助企纾困力度，着力稳住宏观经济大盘，推动工业经济平稳运行。一系列政策措施密集出台，聚焦重点行业、重点环节、重点领域，精准施策，为企业发展注入强劲动力。工业和信息化部有关负责人表示，下一步将进一步强化政策协同，加强运行监测和调度，推动各项政策落地见效，确保工业经济运行在合理区间，为稳定宏观经济大盘提供有力支撑。与此同时，各地积极开展惠企政策宣讲活动，深入企业了解需求，帮助企业用足用好政策，切实减轻企业负担，增强市场主体活力。近期以来，各地各部门认真贯彻落实党中央、国务院决策部署，坚持稳字当头、稳中求进，持续加大助企纾困力度，着力稳住宏观经济大盘，推动工业经济平稳运行。一系列政策措施密集出台，聚焦重点行业、重点环节、重点领域，精准施策，为企业发展注入强劲动力。工业和信息化部有关负责人表示，下一步将进一步强化政策协同，加强运行监测和调度，推动各项政策落地见效，确保工业经济运行在合理区间，为稳定宏观经济大盘提供有力支撑。与此同时，各地积极开展惠企政策宣讲活动，深入企业了解需求，帮助企业用足用好政策，切实减轻企业负担，增强市场主体活力。近期以来，各地各部门认真贯彻落实党中央、国务院决策部署，坚持稳字当头、稳中求进，持续加大助企纾困力度，着力稳住宏观经济大盘，推动工业经济平稳运行。一系列政策措施密集出台，聚焦重点行业、重点环节、重点领域，精准施策，为企业发展注入强劲动力。工业和信息化部有关负责人表示，下一步将进一步强化政策协同，加强运行监测和调度，推动各项政策落地见效，确保工业经济运行在合理区间，为稳定宏观经济大盘提供有力支撑。与此同时，各地积极开展惠企政策宣讲活动，深入企业了解需求，帮助企业用足用好政策，切实减轻企业负担，增强市场主体活力。近期以来，各地各部门认真贯彻落实党中央、国务院决策部署，坚持稳字当头、稳中求进，持续加大助企纾困力度，着力稳住宏观经济大盘，推动工业经济平稳运行。一系列政策措施密集出台，聚焦重点行业、重点环节、重点领域，精准施策，为企业发展注入强劲动力。工业和信息化部有关负责人表示，下一步将进一步强化政策协同，加强运行监测和调度，推动各项政策落地见效，确保工业经济运行在合理区间，为稳定宏观经济大盘提供有力支撑。与此同时，各地积极开展惠企政策宣讲活动，深入企业了解需求，帮助企业用足用好政策，切实减轻企业负担，增强市场主体活力。近期以来，各地各部门认真贯彻落实党中央、国务院决策部署，坚持稳字当头、稳中求进，持续加大助企纾困力度，着力稳住宏观经济大盘，推动工业经济平稳运行。一系列政策措施密集出台，聚焦重点行业、重点环节、重点领域，精准施策，为企业发展注入强劲动力。工业和信息化部有关负责人表示，下一步将进一步强化政策协同，加强运行监测和调度，推动各项政策落地见效，确保工业经济运行在合理区间，为稳定宏观经济大盘提供有力支撑。与此同时，各地积极开展惠企政策宣讲活动，深入企业了解需求，帮助企业用足用好政策，切实减轻企业负担，增强市场主体活力。近期以来，各地各部门认真贯彻落实党中央、国务院决策部署，坚持稳字当头、稳中求进，持续加大助企纾困力度，着力稳住宏观经济大盘，推动工业经济平稳运行。一系列政策措施密集出台，聚焦重点行业、重点环节、重点领域，精准施策，为企业发展注入强劲动力。工业和信息化部有关负责人表示，下一步将进一步强化政策协同，加强运行监测和调度，推动各项政策落地见效，确保工业经济运行在合理区间，为稳定宏观经济大盘提供有力支撑。与此同时，各地积极开展惠企政策宣讲活动，深入企业了解需求，帮助企业用足用好政策，切实减轻企业负担，增强市场主体活力。 xyxy=(7,216,73,375)
sidebar-intro-1: 近期以来，各地各部门认真贯彻落实党中央、国务院决策部署，坚持稳字当头、稳中求进，持续加大助企纾困力度，着力稳住宏观经济大盘，推动工业经济平稳运行。一系列政策措施密集出台，聚焦重点行业、重点环节、重点领域，精准施策，为企业发展注入强劲动力。工业和信息化部有关负责人表示，下一步将进一步强化政策协同，加强运行监测和调度，推动各项政策落地见效，确保工业经济运行在合理区间，为稳定宏观经济大盘提供有力支撑。与此同时，各地积极开展惠企政策宣讲活动，深入企业了解需求，帮助企业用足用好政策，切实减轻企业负担，增强市场主体活力。近期以来，各地各部门认真贯彻落实党中央、国务院决策部署，坚持稳字当头、稳中求进，持续加大助企纾困力度，着力稳住宏观经济大盘，推动工业经济平稳运行。一系列政策措施密集出台，聚焦重点行业、重点环节、重点领域，精准施策，为企业发展注入强劲动力。工业和信息化部有关负责人表示，下一步将进一步强化政策协同，加强运行监测和调度，推动各项政策落地见效，确保工业经济运行在合理区间，为稳定宏观经济大盘提供有力支撑。与此同时，各地积极开展惠企政策宣讲活动，深入企业了解需求，帮助企业用足用好政策，切实减轻企业负担，增强市场主体活力。近期以来，各地各部门认真贯彻落实党中央、国务院决策部署，坚持稳字当头、稳中求进，持续加大助企纾困力度，着力稳住宏观经济大盘，推动工业经济平稳运行。一系列政策措施密集出台，聚焦重点行业、重点环节、重点领域，精准施策，为企业发展注入强劲动力。工业和信息化部有关负责人表示，下一步将进一步强化政策协同，加强运行监测和调度，推动各项政策落地见效，确保工业经济运行在合理区间，为稳定宏观经济大盘提供有力支撑。与此同时，各地积极开展惠企政策宣讲活动，深入企业了解需求，帮助企业用足用好政策，切实减轻企业负担，增强市场主体活力。近期以来，各地各部门认真贯彻落实党中央、国务院决策部署，坚持稳字当头、稳中求进，持续加大助企纾困力度，着 xyxy=(363,58,494,100)
lead-kicker: 保弘稳链 助企纾困 提质升级 xyxy=(144,36,233,44)
lead-column-2: 近期以来，各地各部门认真贯彻落实党中央、国务院决策部署，坚持稳字当头、稳中求进，持续加大助企纾困力度，着力稳住宏观经济大盘，推动工业经济平稳运行。一系列政策措施密集出台，聚焦重点行业、重点环节、重点领域，精准施策，为企业发展注入强劲动力。工业和信息化部有关负责人表示，下一步将进一步强化政策协同，加强运行监测和调度，推动各项政策落地见效，确保工业经济运行在合理区间，为稳定宏观经济大盘提供有力支撑。与此同时，各地积极开展惠企政策宣讲活动，深入企业了解需求，帮助企业用足用好政策，切实减轻企业负担，增强市场主体活力。近期以来，各地各部门认真贯 xyxy=(77,72,143,100)
section-title: 要闻聚焦 xyxy=(192,13,245,27)
lead-column-2b: 近期以来，各地各部门认真贯彻落实党中央、国务院决策部署，坚持稳字当头、稳中求进，持续加大助企纾困力度，着力稳住宏观经济大盘，推动工业经济平稳运行。一系列政策措施密集出台，聚焦重点行业、重点环节、重点领域，精准施策，为企业发展注入强劲动力。工业和信息化部有关负责人表示，下一步将进一步强化政策协同，加强运行监测和调度，推动各项政策落地见效，确保工业经济运行在合理区间，为稳定宏观经济大盘提供有力支撑。与此同时，各地积极开展惠企政策宣讲活动，深入企业了解需求，帮助企业用足用好政策，切实减轻企业负担，增强市场主体活力。近期以来，各地各部门认真贯彻落实党中央、国务院决策部署，坚持稳字当头、稳中求进，持续加大助企纾困力度，着力稳住宏观经济大盘，推动工业经济平稳运行。一系列政策措施密集出台，聚焦重点行业、重点环节、重点领域，精准施策，为企业发展注入强劲动力。工业和信息化部有关负责人表示，下一步将进一步强化政策协同，加强运行监测和调度，推动各项政策落地见效，确保工业经济运行在合理区间，为稳定宏观经济大盘提供有力支撑。与此同时，各地积极开展惠企政策宣讲活动，深入企业了解需求，帮助企业用足用好政策，切实减轻企业负担，增强市场主体活力。近期以来，各地各部门认真贯彻落实党中央、国务院决策 xyxy=(77,112,143,166)
lead-column-3: 近期以来，各地各部门认真贯彻落实党中央、国务院决策部署，坚持稳字当头、稳中求进，持续加大助企纾困力度，着力稳住宏观经济大盘，推动工业经济平稳运行。一系列政策措施密集出台，聚焦重点行业、重点环节、重点领域，精准施策，为企业发展注入强劲动力。工业和信息化部有关负责人表示，下一步将进一步强化政策协同，加强运行监测和调度，推动各项政策落地见效，确保工业经济运行在合理区间，为稳定宏观经济大盘提供有力支撑。与此同时，各地积极开展惠企政策宣讲活动，深入企业了解需求，帮助企业用足用好政策，切实减轻企业负担，增强市场主体活力。近期以来，各地各部门认真贯彻落实党中央、国务院决策部署，坚持稳字当头、稳中求进，持续加大助企纾困力度，着力稳住宏观经济大盘，推动工业经济平稳运行。一系列政策措施密集出台，聚焦重点行业、重点环节、重点领域，精准施策，为企业发展注入强劲动力。工业和信息化部有关负责人表示，下一步将进一步强化政策协同，加强运行监测和调度，推动各项政策落地见效，确保工业经济运行在合理区间，为稳定宏观经济大盘提供有力支撑。与此同时，各地积极开展惠企政策宣讲活动，深入企业了解需求，帮助企业用足用好政策，切实减轻企业负担，增强市场主体活力。近期以来，各地各部门认真贯彻落实党中央、国务院决策 xyxy=(147,72,213,127)
lead-subhead-2: 保供：着力破解现实难题，“稳”是一项 xyxy=(77,103,122,106)
lead-column-5: 近期以来，各地各部门认真贯彻落实党中央、国务院决策部署，坚持稳字当头、稳中求进，持续加大助企纾困力度，着力稳住宏观经济大盘，推动工业经济平稳运行。一系列政策措施密集出台，聚焦重点行业、重点环节、重点领域，精准施策，为企业发展注入强劲动力。工业和信息化部有关负责人表示，下一步将进一步强化政策协同，加强运行监测和调度，推动各项政策落地见效，确保工业经济运行在合理区间，为稳定宏观经济大盘提供有力支撑。与此同时，各地积极开展惠企政策宣讲活动，深入企业了解需求，帮助企业用足用好政策，切实减轻企业负担，增强市场主体活力。近期以来，各地各部门认真贯彻落实党中央、国务院决策部署，坚持稳字当头、稳中求进，持续加大助企纾困力度，着力稳住宏观经济大盘，推动工业经济平稳运行。一系列政策措施密集出台，聚焦重点行业、重点环节、重点领域，精准施策，为企业发展注入强劲动力。工业和信息化部有关负责人表示，下一步将进一步强化政策协同，加强运行监测和调度，推动各项政策落地见效，确保工业经济运行在合理区间，为稳定宏观经济大盘提供有力支撑。与此同时，各地积极开展惠企政策宣讲活动，深入企业了解需求，帮助企业用足用好政策，切实减轻企业负担，增强市场主体活力。近期以来，各地各部门认真贯彻落实党中央、国务院决策部署，坚持稳字当头、稳中求进，持续加大助企纾困力度，着力稳住宏观经济大盘，推动工业经济平稳运行。一系列政策措施密集出台，聚焦重点行业、重点环节、重点领域，精准施策，为企业发展注入强劲动力。工业和信息化部有关负责人表示，下一步将进一步强化政策协同，加强运行监测和调度，推动各项政策落地见效，确保工业经济运行在合理区间，为稳定宏观经济大盘提供有力支撑。与此同时，各地积极开展惠企政策宣讲活动，深入企业了解需求，帮助企业用足用好政策，切实减轻企业负担，增强市场主体活力。近期以来，各地各部门认真贯彻落实党中央、国务院决策部署，坚持稳字当头、稳中求进，持续加大助企纾困力度，着力稳住宏观经济大盘，推动工业经济平稳运行。一系列政策措施密集出台，聚焦重点行业、重点环节、重点领域，精准施策，为企业发展注入强劲动力。工业和信息化部有关负责人表示，下一步将进一步强化政策协同，加强运行监测和调度，推动各项政策落地见效，确保工业经济运行在合理区间，为稳定宏观经济大盘提供有力支撑。与此同时，各地积极开展惠企政策宣讲活动，深入企业了解需求，帮助企业用足用好政策，切实减轻企业负 xyxy=(287,72,353,176)
bottom-byline: ■本报记者 xyxy=(7,440,19,443)
staff-line: 本版主编：王晓 责任编辑：刘小明 版式设计：邹虹 校对：刘胜 电话：(010)63287125 E-mail：ccn@126.com xyxy=(236,23,362,26)
lead-column-3b: 近期以来，各地各部门认真贯彻落实党中央、国务院决策部署，坚持稳字当头、稳中求进，持续加大助企纾困力度，着力稳住宏观经济大盘，推动工业经济平稳运行。一系列政策措施密集出台，聚焦重点行业、重点环节、重点领域，精准施策，为企业发展注入强劲动力。工业和信息化部有关负责人表示，下一步将进一步强化政策协同，加强运行监测和调度，推动各项政策落地见效，确保工业经济运行在合理区间，为稳定宏观经济大盘提供有力支撑。与此同时，各地积极开展惠企政策宣讲活动，深入企业了解需求，帮助企业用足用好政策，切实减轻企业负担，增强市场主体活力。近期以来，各地各部门认真贯彻落实党中央、国务院决策部署，坚持稳字当头、稳中求进，持续加大助企纾困力度，着力稳住宏观经济大盘，推动工业经济平稳运行。一系列政策措施密集出台，聚焦重点行业、重点环节、重点领域，精 xyxy=(147,138,213,175)
